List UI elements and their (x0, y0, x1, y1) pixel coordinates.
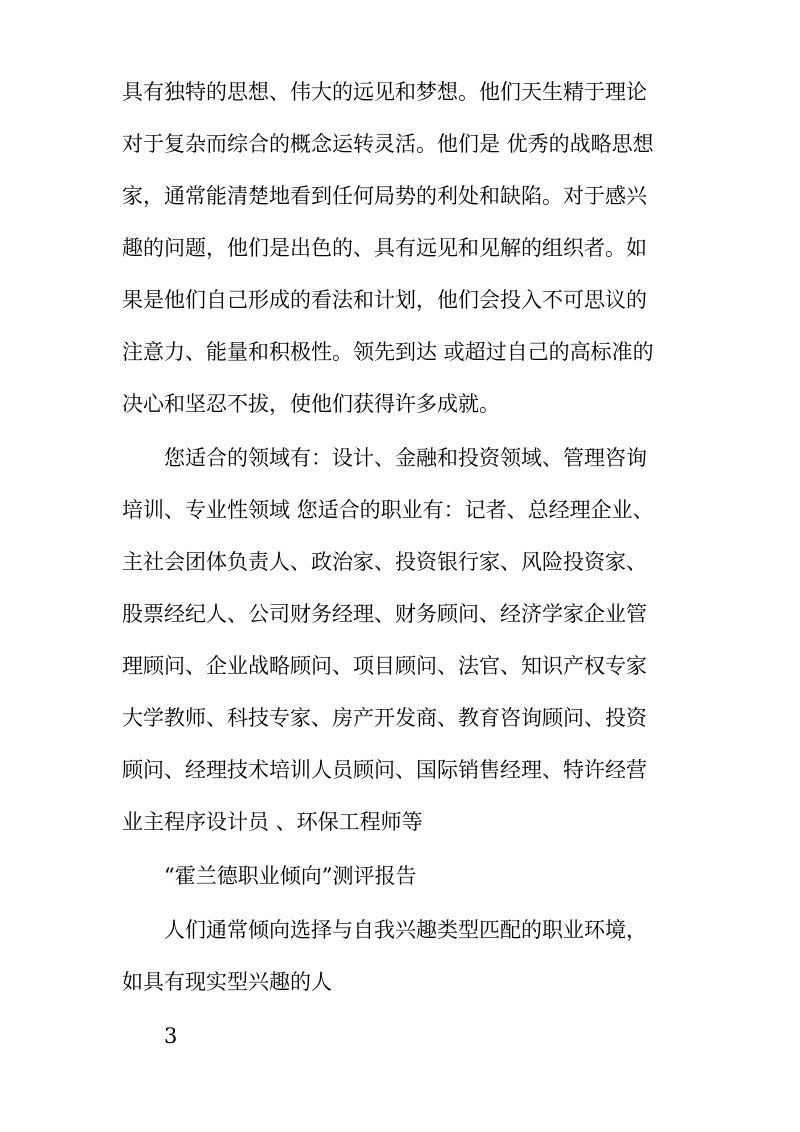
paragraph-2-line-8: 业主程序设计员 、环保工程师等 (122, 810, 423, 834)
paragraph-2-line-3: 主社会团体负责人、政治家、投资银行家、风险投资家、 (122, 550, 647, 574)
paragraph-2-line-2: 培训、专业性领域 您适合的职业有：记者、总经理企业、 (122, 498, 654, 522)
paragraph-2-line-7: 顾问、经理技术培训人员顾问、国际销售经理、特许经营 (122, 758, 647, 782)
paragraph-1-line-2: 对于复杂而综合的概念运转灵活。他们是 优秀的战略思想 (122, 132, 654, 156)
paragraph-2-line-4: 股票经纪人、公司财务经理、财务顾问、经济学家企业管 (122, 602, 647, 626)
paragraph-1-line-5: 果是他们自己形成的看法和计划，他们会投入不可思议的 (122, 288, 647, 312)
paragraph-2-line-1: 您适合的领域有：设计、金融和投资领域、管理咨询 (164, 446, 647, 470)
paragraph-1-line-1: 具有独特的思想、伟大的远见和梦想。他们天生精于理论 (122, 80, 647, 104)
paragraph-3-line-1: 人们通常倾向选择与自我兴趣类型匹配的职业环境， (164, 918, 647, 942)
paragraph-2-line-5: 理顾问、企业战略顾问、项目顾问、法官、知识产权专家 (122, 654, 647, 678)
page-number: 3 (164, 1024, 178, 1048)
paragraph-2-line-6: 大学教师、科技专家、房产开发商、教育咨询顾问、投资 (122, 706, 647, 730)
paragraph-1-line-7: 决心和坚忍不拔，使他们获得许多成就。 (122, 392, 500, 416)
paragraph-1-line-4: 趣的问题，他们是出色的、具有远见和见解的组织者。如 (122, 236, 647, 260)
paragraph-1-line-3: 家，通常能清楚地看到任何局势的利处和缺陷。对于感兴 (122, 184, 647, 208)
paragraph-1-line-6: 注意力、能量和积极性。领先到达 或超过自己的高标准的 (122, 340, 654, 364)
paragraph-3-line-2: 如具有现实型兴趣的人 (122, 970, 332, 994)
section-title: “霍兰德职业倾向”测评报告 (164, 864, 417, 888)
